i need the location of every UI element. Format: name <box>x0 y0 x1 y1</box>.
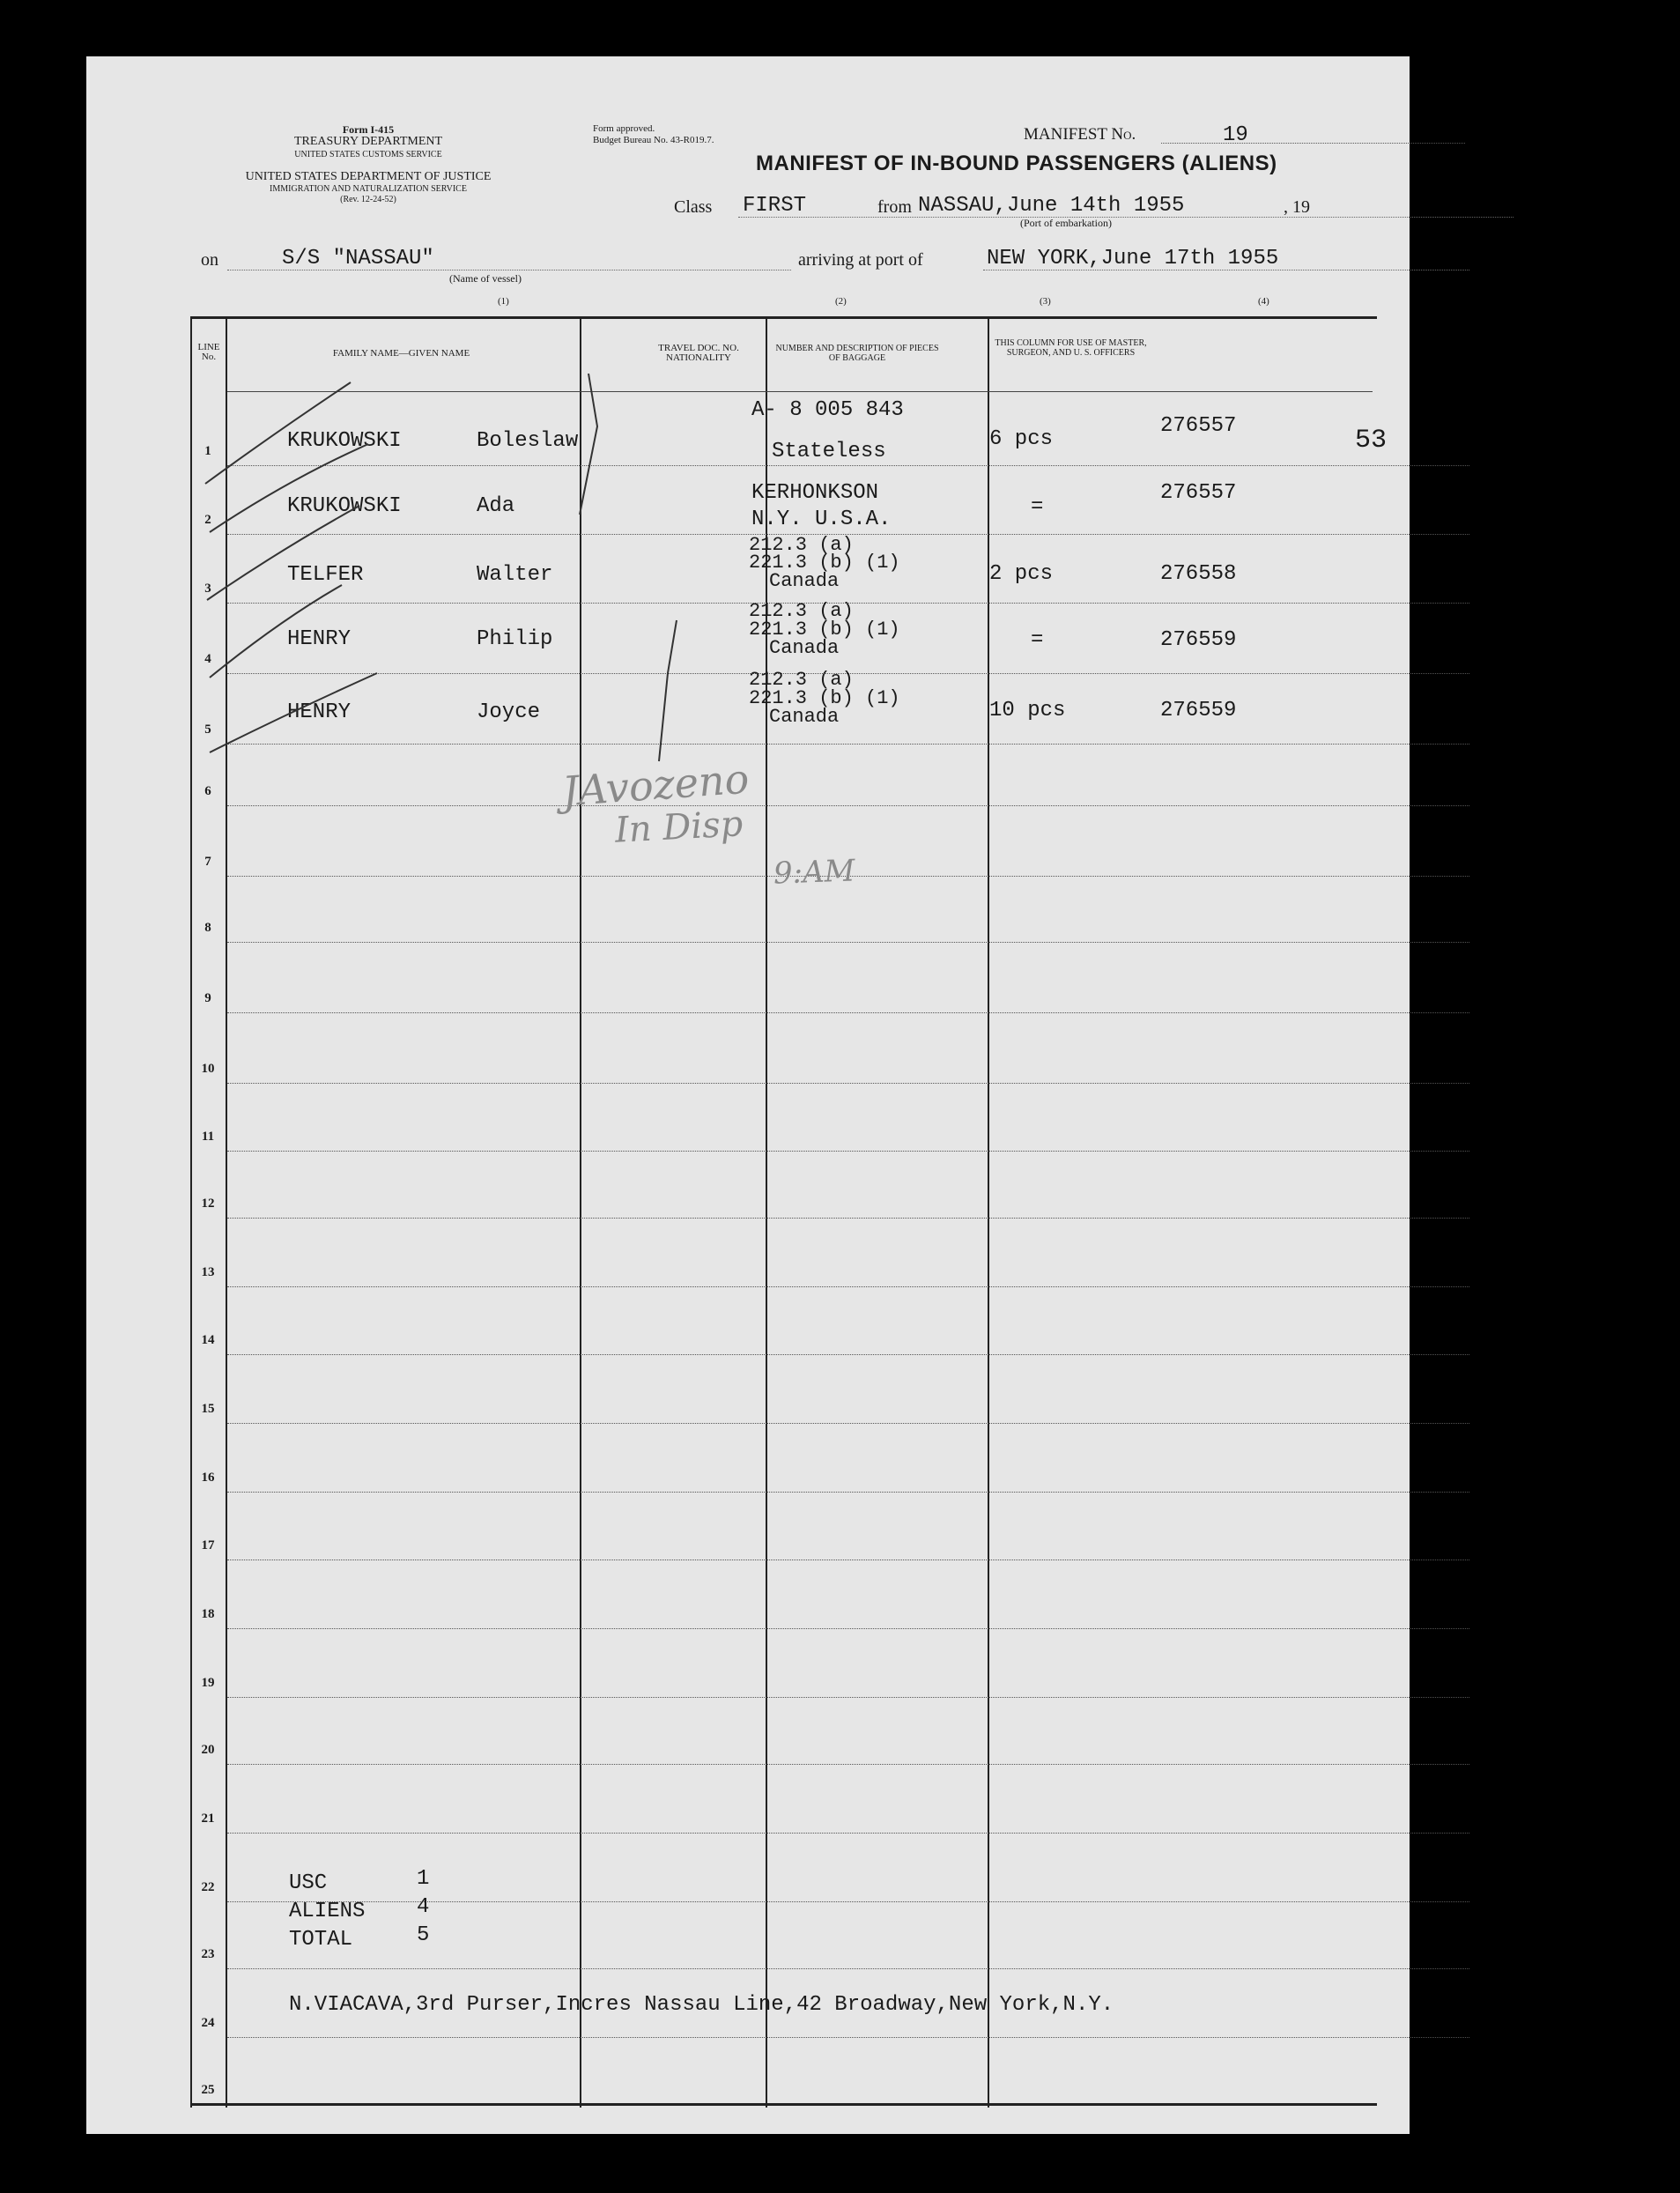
form-approved: Form approved. <box>593 123 655 134</box>
manifest-sheet <box>86 56 1410 2134</box>
officer-number: 276559 <box>1160 628 1237 652</box>
line-number: 18 <box>201 1607 215 1621</box>
baggage: 6 pcs <box>989 427 1054 451</box>
total-value: 5 <box>417 1923 430 1947</box>
line-number: 16 <box>201 1471 215 1485</box>
nationality: Canada <box>769 637 840 659</box>
given-name: Boleslaw <box>477 429 579 453</box>
line-number: 14 <box>201 1333 215 1347</box>
check-mark <box>210 444 368 532</box>
family-name: HENRY <box>287 627 352 651</box>
vessel-value: S/S "NASSAU" <box>282 247 434 270</box>
line-number: 15 <box>201 1402 215 1416</box>
line-number: 23 <box>201 1947 215 1961</box>
line-number: 8 <box>204 921 211 935</box>
line-number: 3 <box>204 582 211 596</box>
line-number: 17 <box>201 1538 215 1552</box>
arriving-label: arriving at port of <box>798 250 923 270</box>
family-name: KRUKOWSKI <box>287 494 402 518</box>
page-title: MANIFEST OF IN-BOUND PASSENGERS (ALIENS) <box>756 152 1277 175</box>
travel-doc: KERHONKSON <box>751 481 879 505</box>
line-number: 13 <box>201 1265 215 1279</box>
line-number: 24 <box>201 2016 215 2030</box>
immigration-service: IMMIGRATION AND NATURALIZATION SERVICE <box>270 184 467 194</box>
line-number: 22 <box>201 1880 215 1894</box>
nationality: Stateless <box>772 440 886 463</box>
table-bottom <box>192 2103 1377 2106</box>
line-number: 10 <box>201 1062 215 1076</box>
class-label: Class <box>674 197 713 217</box>
line-number: 6 <box>204 784 211 798</box>
handwritten-note: 9:AM <box>773 853 856 892</box>
manifest-no-value: 19 <box>1223 123 1248 147</box>
nationality: Canada <box>769 706 840 728</box>
officer-number: 276557 <box>1160 414 1237 438</box>
customs-service: UNITED STATES CUSTOMS SERVICE <box>294 150 442 159</box>
total-label: TOTAL <box>289 1928 353 1952</box>
given-name: Philip <box>477 627 553 651</box>
travel-doc: A- 8 005 843 <box>751 398 904 422</box>
travel-doc: 212.3 (a) <box>749 534 854 556</box>
from-value: NASSAU,June 14th 1955 <box>918 194 1185 218</box>
baggage: 2 pcs <box>989 562 1054 586</box>
col-header-name: FAMILY NAME—GIVEN NAME <box>332 348 470 359</box>
class-value: FIRST <box>743 194 807 218</box>
handwritten-note: JAvozeno <box>560 754 751 816</box>
side-number: 53 <box>1355 426 1388 456</box>
travel-doc-sub: 221.3 (b) (1) <box>749 687 900 709</box>
col-num-4: (4) <box>1258 296 1269 307</box>
col-header-officers: THIS COLUMN FOR USE OF MASTER, SURGEON, AND U. S. OFFICERS <box>995 338 1147 358</box>
family-name: TELFER <box>287 563 364 587</box>
handwritten-marks <box>86 56 1410 849</box>
col-header-line-no: LINE No. <box>197 342 220 362</box>
form-revision: (Rev. 12-24-52) <box>340 195 396 204</box>
baggage: 10 pcs <box>989 699 1066 722</box>
baggage: = <box>1031 628 1044 652</box>
col-num-2: (2) <box>835 296 847 307</box>
col-header-baggage: NUMBER AND DESCRIPTION OF PIECES OF BAGGAGE <box>775 344 939 363</box>
line-number: 4 <box>204 652 211 666</box>
travel-doc-sub: 221.3 (b) (1) <box>749 552 900 574</box>
check-mark <box>210 585 342 678</box>
family-name: HENRY <box>287 700 352 724</box>
line-number: 20 <box>201 1743 215 1757</box>
travel-doc-sub: 221.3 (b) (1) <box>749 619 900 641</box>
line-number: 7 <box>204 855 211 869</box>
nationality: Canada <box>769 570 840 592</box>
on-label: on <box>201 250 218 270</box>
budget-bureau: Budget Bureau No. 43-R019.7. <box>593 135 714 145</box>
nationality: N.Y. U.S.A. <box>751 508 892 531</box>
line-number: 5 <box>204 722 211 737</box>
line-number: 11 <box>201 1130 215 1144</box>
aliens-label: ALIENS <box>289 1900 366 1923</box>
travel-doc: 212.3 (a) <box>749 600 854 622</box>
col-header-travel-doc: TRAVEL DOC. NO. NATIONALITY <box>658 343 739 363</box>
form-number: Form I-415 <box>342 123 395 136</box>
usc-value: 1 <box>417 1867 430 1891</box>
bracket-stroke <box>659 620 677 761</box>
col-num-1: (1) <box>498 296 509 307</box>
officer-number: 276558 <box>1160 562 1237 586</box>
usc-label: USC <box>289 1871 328 1895</box>
check-mark <box>205 382 351 484</box>
justice-dept: UNITED STATES DEPARTMENT OF JUSTICE <box>245 170 492 183</box>
manifest-no-label: MANIFEST No. <box>1024 125 1136 144</box>
baggage: = <box>1031 495 1044 519</box>
line-number: 25 <box>201 2083 215 2097</box>
line-number: 21 <box>201 1811 215 1826</box>
line-number: 12 <box>201 1197 215 1211</box>
line-number: 2 <box>204 513 211 527</box>
given-name: Ada <box>477 494 515 518</box>
line-number: 1 <box>204 444 211 458</box>
bracket-stroke <box>580 374 597 515</box>
given-name: Walter <box>477 563 553 587</box>
check-mark <box>210 673 377 752</box>
officer-number: 276559 <box>1160 699 1237 722</box>
handwritten-note: In Disp <box>613 804 744 851</box>
officer-number: 276557 <box>1160 481 1237 505</box>
line-number: 9 <box>204 991 211 1005</box>
arriving-value: NEW YORK,June 17th 1955 <box>987 247 1279 270</box>
travel-doc: 212.3 (a) <box>749 669 854 691</box>
purser-line: N.VIACAVA,3rd Purser,Incres Nassau Line,42 Broadway,New York,N.Y. <box>289 1993 1114 2017</box>
treasury-dept: TREASURY DEPARTMENT <box>293 135 443 148</box>
year-label: , 19 <box>1284 197 1310 217</box>
vessel-caption: (Name of vessel) <box>449 272 522 285</box>
port-embark-caption: (Port of embarkation) <box>1020 217 1112 229</box>
aliens-value: 4 <box>417 1895 430 1919</box>
family-name: KRUKOWSKI <box>287 429 402 453</box>
line-number: 19 <box>201 1676 215 1690</box>
given-name: Joyce <box>477 700 541 724</box>
col-num-3: (3) <box>1040 296 1051 307</box>
from-label: from <box>877 197 912 217</box>
